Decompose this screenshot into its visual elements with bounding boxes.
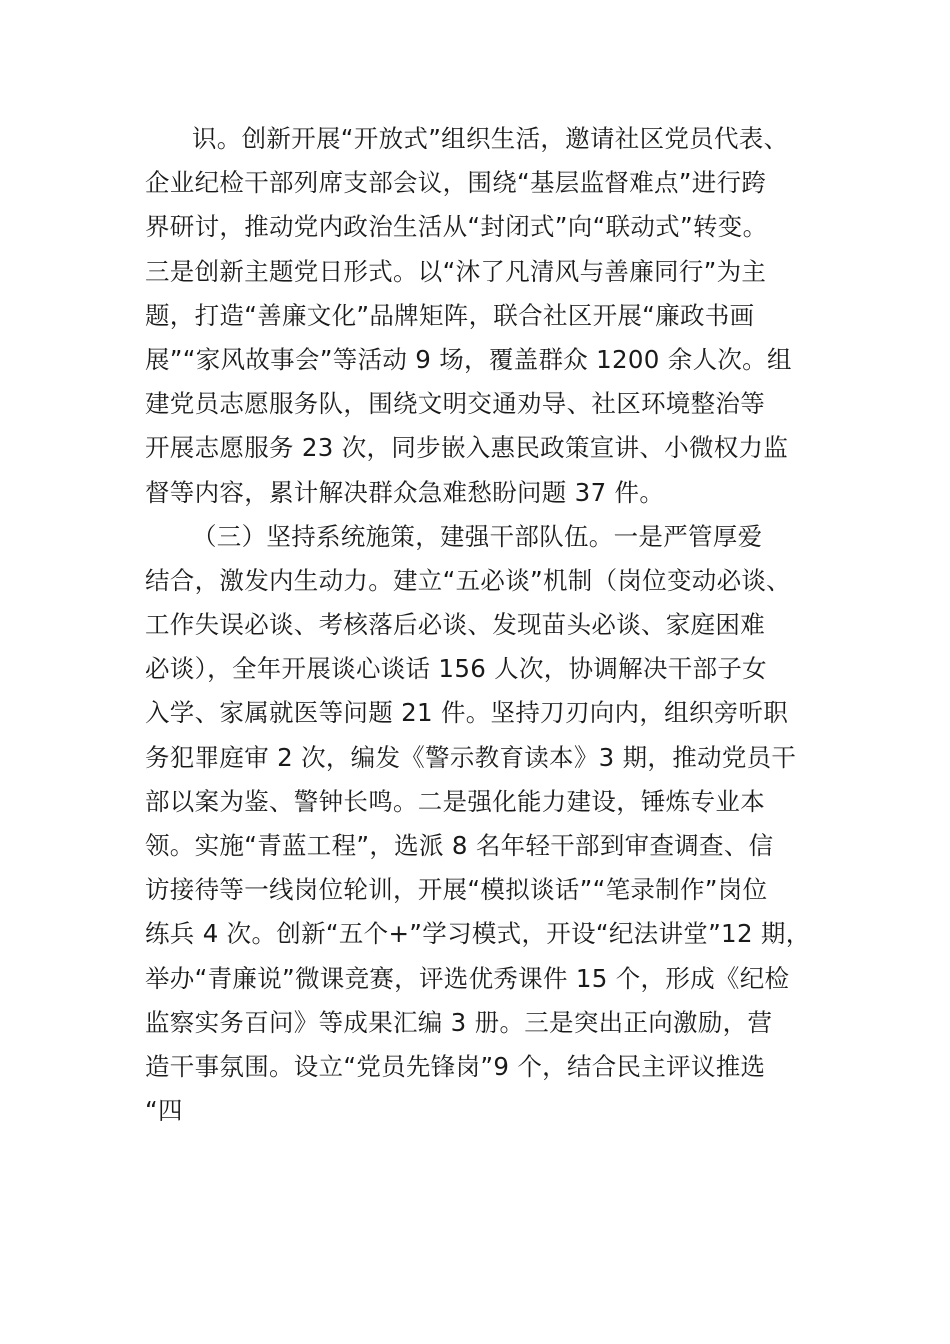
section-heading-line: （三）坚持系统施策，建强干部队伍。一是严管厚爱 <box>192 521 763 551</box>
text-line: 三是创新主题党日形式。以“沐了凡清风与善廉同行”为主 <box>145 256 767 286</box>
text-line: 企业纪检干部列席支部会议，围绕“基层监督难点”进行跨 <box>145 168 767 198</box>
text-line: 识。创新开展“开放式”组织生活，邀请社区党员代表、 <box>192 124 789 153</box>
text-line: 必谈），全年开展谈心谈话 156 人次，协调解决干部子女 <box>145 654 767 684</box>
text-line: 工作失误必谈、考核落后必谈、发现苗头必谈、家庭困难 <box>145 610 765 640</box>
text-line: 入学、家属就医等问题 21 件。坚持刀刃向内，组织旁听职 <box>145 698 789 728</box>
text-line: 界研讨，推动党内政治生活从“封闭式”向“联动式”转变。 <box>145 212 768 242</box>
text-line: 务犯罪庭审 2 次，编发《警示教育读本》3 期，推动党员干 <box>145 742 797 772</box>
text-line: 建党员志愿服务队，围绕文明交通劝导、社区环境整治等 <box>145 389 765 419</box>
text-line: 造干事氛围。设立“党员先锋岗”9 个，结合民主评议推选 <box>145 1051 766 1081</box>
text-line: 题，打造“善廉文化”品牌矩阵，联合社区开展“廉政书画 <box>145 300 755 330</box>
text-line: 部以案为鉴、警钟长鸣。二是强化能力建设，锤炼专业本 <box>145 786 765 816</box>
body-text <box>145 117 835 1133</box>
text-line: 开展志愿服务 23 次，同步嵌入惠民政策宣讲、小微权力监 <box>145 433 789 463</box>
text-line: 访接待等一线岗位轮训，开展“模拟谈话”“笔录制作”岗位 <box>145 875 768 905</box>
text-line: 练兵 4 次。创新“五个+”学习模式，开设“纪法讲堂”12 期， <box>145 919 811 949</box>
text-line: 举办“青廉说”微课竞赛，评选优秀课件 15 个，形成《纪检 <box>145 963 790 993</box>
text-line: 督等内容，累计解决群众急难愁盼问题 37 件。 <box>145 477 665 507</box>
text-line: 监察实务百问》等成果汇编 3 册。三是突出正向激励，营 <box>145 1007 773 1037</box>
text-line: 领。实施“青蓝工程”，选派 8 名年轻干部到审查调查、信 <box>145 831 774 860</box>
text-line: “四 <box>145 1096 183 1126</box>
text-line: 结合，激发内生动力。建立“五必谈”机制（岗位变动必谈、 <box>145 565 791 595</box>
text-line: 展”“家风故事会”等活动 9 场，覆盖群众 1200 余人次。组 <box>145 344 792 374</box>
